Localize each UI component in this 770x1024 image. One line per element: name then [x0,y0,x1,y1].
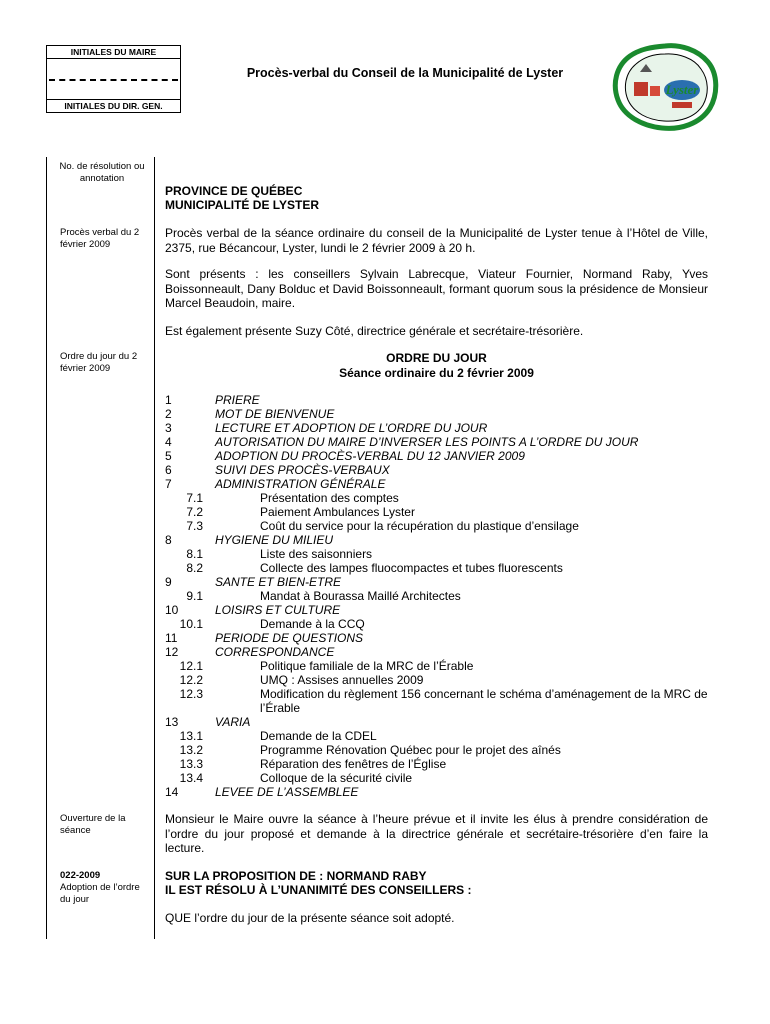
agenda-item-label: MOT DE BIENVENUE [215,407,335,421]
agenda-item-label: Demande à la CCQ [260,617,365,631]
agenda-item-label: UMQ : Assises annuelles 2009 [260,673,424,687]
agenda-item-label: ADMINISTRATION GÉNÉRALE [215,477,386,491]
resolution-column-header: No. de résolution ou annotation [59,161,145,184]
agenda-item [165,575,710,589]
opening-paragraph: Monsieur le Maire ouvre la séance à l’heure prévue et il invite les élus à prendre considération de l’ordre du jour proposé et demande à la directrice générale et secrétaire-trésorière d’en faire la lecture. [165,812,708,855]
agenda-item [165,757,710,771]
agenda-item-label: SUIVI DES PROCÈS-VERBAUX [215,463,390,477]
agenda-item-number: 9 [165,575,172,589]
agenda-item [165,589,710,603]
agenda-item [165,547,710,561]
initials-dg-label: INITIALES DU DIR. GEN. [47,99,180,112]
agenda-item-label: Demande de la CDEL [260,729,377,743]
agenda-item-number: 7.3 [186,519,203,533]
agenda-item-label: PRIERE [215,393,260,407]
agenda-item [165,645,710,659]
agenda-item-number: 10 [165,603,179,617]
proposition-line: SUR LA PROPOSITION DE : NORMAND RABY [165,869,427,883]
agenda-item-number: 13.2 [179,743,203,757]
agenda-item-label: Présentation des comptes [260,491,399,505]
agenda-item-number: 11 [165,631,178,645]
agenda-item [165,771,710,785]
agenda-item [165,715,710,729]
note-resolution-number: 022-2009 [60,870,101,881]
agenda-item [165,449,710,463]
left-border [46,157,47,939]
page-title: Procès-verbal du Conseil de la Municipalité de Lyster [246,66,564,80]
agenda-item-number: 7 [165,477,172,491]
agenda-item-number: 13.4 [179,771,203,785]
agenda-item [165,617,710,631]
agenda-item-number: 7.1 [186,491,203,505]
resolved-line: IL EST RÉSOLU À L’UNANIMITÉ DES CONSEILLERS : [165,883,472,897]
agenda-item [165,435,710,449]
agenda-item-number: 7.2 [186,505,203,519]
agenda-item [165,519,710,533]
agenda-item-number: 6 [165,463,172,477]
agenda-item [165,687,710,715]
agenda-title: ORDRE DU JOUR [386,351,487,365]
also-present-paragraph: Est également présente Suzy Côté, directrice générale et secrétaire-trésorière. [165,324,584,338]
agenda-item [165,505,710,519]
agenda-item [165,407,710,421]
agenda-item-label: ADOPTION DU PROCÈS-VERBAL DU 12 JANVIER 2009 [215,449,525,463]
agenda-item-label: Coût du service pour la récupération du plastique d’ensilage [260,519,579,533]
note-agenda-date: Ordre du jour du 2 février 2009 [60,351,138,374]
initials-signature-line [49,79,178,81]
initials-mayor-label: INITIALES DU MAIRE [47,46,180,59]
agenda-item-number: 10.1 [179,617,203,631]
agenda-list [165,393,710,799]
agenda-item [165,533,710,547]
agenda-item-number: 9.1 [186,589,203,603]
agenda-subtitle: Séance ordinaire du 2 février 2009 [339,366,534,380]
note-resolution-title: Adoption de l’ordre du jour [60,882,140,905]
agenda-item [165,393,710,407]
agenda-item-number: 8.2 [186,561,203,575]
agenda-item-label: LECTURE ET ADOPTION DE L’ORDRE DU JOUR [215,421,488,435]
agenda-item-label: AUTORISATION DU MAIRE D’INVERSER LES POINTS A L’ORDRE DU JOUR [215,435,639,449]
agenda-item-number: 13.3 [179,757,203,771]
logo-text: Lyster [665,82,699,97]
agenda-item-number: 14 [165,785,179,799]
agenda-item-label: Collecte des lampes fluocompactes et tubes fluorescents [260,561,563,575]
agenda-item [165,785,710,799]
agenda-item-label: Liste des saisonniers [260,547,373,561]
agenda-item-label: Modification du règlement 156 concernant le schéma d’aménagement de la MRC de l’Érable [260,687,708,715]
agenda-item-number: 12.3 [179,687,203,701]
agenda-item [165,491,710,505]
resolution-text: QUE l’ordre du jour de la présente séance soit adopté. [165,911,455,925]
municipality-logo-icon [610,42,720,132]
agenda-item-number: 2 [165,407,172,421]
agenda-item-label: VARIA [215,715,251,729]
agenda-item-label: LEVEE DE L’ASSEMBLEE [215,785,359,799]
agenda-item [165,631,710,645]
agenda-item-number: 12.1 [179,659,203,673]
agenda-item-number: 8.1 [186,547,203,561]
agenda-item [165,463,710,477]
agenda-item [165,561,710,575]
agenda-item-number: 12.2 [179,673,203,687]
agenda-item-label: Politique familiale de la MRC de l’Érable [260,659,474,673]
present-paragraph: Sont présents : les conseillers Sylvain Labrecque, Viateur Fournier, Normand Raby, Yves Boissonneault, Dany Bolduc et David Boissonneault, formant quorum sous la présidence de Monsieur Marcel Beaudoin, maire. [165,267,708,310]
agenda-item-number: 13.1 [179,729,203,743]
agenda-item-label: LOISIRS ET CULTURE [215,603,341,617]
agenda-item [165,659,710,673]
note-opening: Ouverture de la séance [60,813,126,836]
agenda-item [165,603,710,617]
agenda-item-label: PERIODE DE QUESTIONS [215,631,364,645]
intro-paragraph: Procès verbal de la séance ordinaire du conseil de la Municipalité de Lyster tenue à l’Hôtel de Ville, 2375, rue Bécancour, Lyster, lundi le 2 février 2009 à 20 h. [165,226,708,255]
note-minutes-date: Procès verbal du 2 février 2009 [60,227,140,250]
agenda-item-label: Paiement Ambulances Lyster [260,505,415,519]
margin-divider [154,157,155,939]
agenda-item-number: 8 [165,533,172,547]
agenda-item-label: Mandat à Bourassa Maillé Architectes [260,589,461,603]
agenda-item-number: 12 [165,645,179,659]
agenda-item-number: 4 [165,435,172,449]
agenda-item-label: Colloque de la sécurité civile [260,771,413,785]
agenda-item-label: CORRESPONDANCE [215,645,335,659]
province-heading: PROVINCE DE QUÉBEC [165,184,303,198]
agenda-item-label: Programme Rénovation Québec pour le projet des aînés [260,743,561,757]
agenda-item [165,477,710,491]
agenda-item-label: SANTE ET BIEN-ETRE [215,575,342,589]
agenda-item [165,743,710,757]
agenda-item-number: 5 [165,449,172,463]
initials-box [46,45,181,113]
agenda-item [165,421,710,435]
agenda-item-label: Réparation des fenêtres de l’Église [260,757,447,771]
agenda-item-number: 1 [165,393,172,407]
agenda-item [165,729,710,743]
agenda-item-number: 13 [165,715,179,729]
agenda-item-label: HYGIENE DU MILIEU [215,533,334,547]
agenda-item-number: 3 [165,421,172,435]
municipality-heading: MUNICIPALITÉ DE LYSTER [165,198,320,212]
agenda-item [165,673,710,687]
